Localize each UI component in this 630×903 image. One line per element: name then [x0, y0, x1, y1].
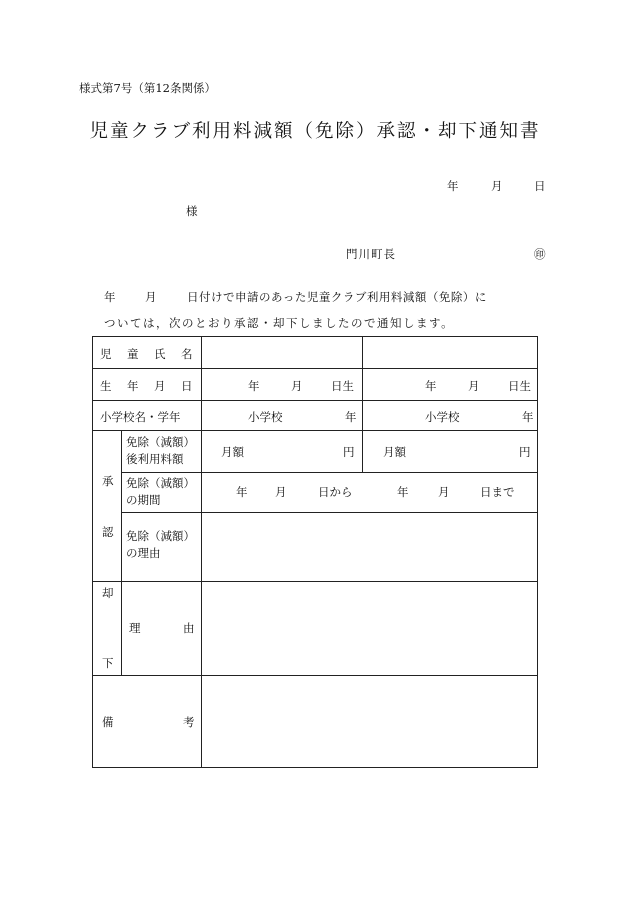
column-divider	[201, 337, 202, 767]
reason-label: 免除（減額） の理由	[126, 529, 195, 560]
approval-label-2: 認	[102, 525, 114, 539]
row-divider	[93, 675, 537, 676]
date-year: 年	[447, 179, 459, 193]
rejection-label-1: 却	[102, 586, 114, 600]
row-divider	[93, 400, 537, 401]
date-day: 日	[534, 179, 546, 193]
row-divider	[93, 581, 537, 582]
body-line-2: ついては，次のとおり承認・却下しましたので通知します。	[104, 316, 455, 330]
date-month: 月	[491, 179, 503, 193]
addressee-suffix: 様	[186, 204, 198, 218]
school-grade-label: 小学校名・学年	[100, 410, 181, 424]
period-label: 免除（減額） の期間	[126, 476, 195, 507]
row-divider	[93, 430, 537, 431]
body-month: 月	[145, 290, 157, 304]
column-divider	[121, 430, 122, 675]
issuer-name: 門川町長	[346, 247, 396, 261]
row-divider	[93, 368, 537, 369]
document-title: 児童クラブ利用料減額（免除）承認・却下通知書	[89, 121, 541, 142]
column-divider	[362, 337, 363, 472]
body-text-rest: 日付けで申請のあった児童クラブ利用料減額（免除）に	[187, 290, 487, 304]
fee-label: 免除（減額） 後利用料額	[126, 435, 195, 466]
approval-label-1: 承	[102, 474, 114, 488]
rejection-label-2: 下	[102, 656, 114, 670]
row-divider	[121, 472, 537, 473]
notice-table: 児 童 氏 名 生 年 月 日 年 月 日生 年 月 日生 小学校名・学年 小学校 年 小学校 年 承 認 免除（減額） 後利用料額 月額 円 月額 円 免除（減額） の期間 年 月 日から 年 月 日まで 免除（減額） の理由 却 下 理 由 備 考	[92, 336, 538, 768]
form-number: 様式第7号（第12条関係）	[79, 81, 216, 95]
seal-mark: ㊞	[534, 247, 546, 261]
body-year: 年	[104, 290, 116, 304]
row-divider	[121, 512, 537, 513]
